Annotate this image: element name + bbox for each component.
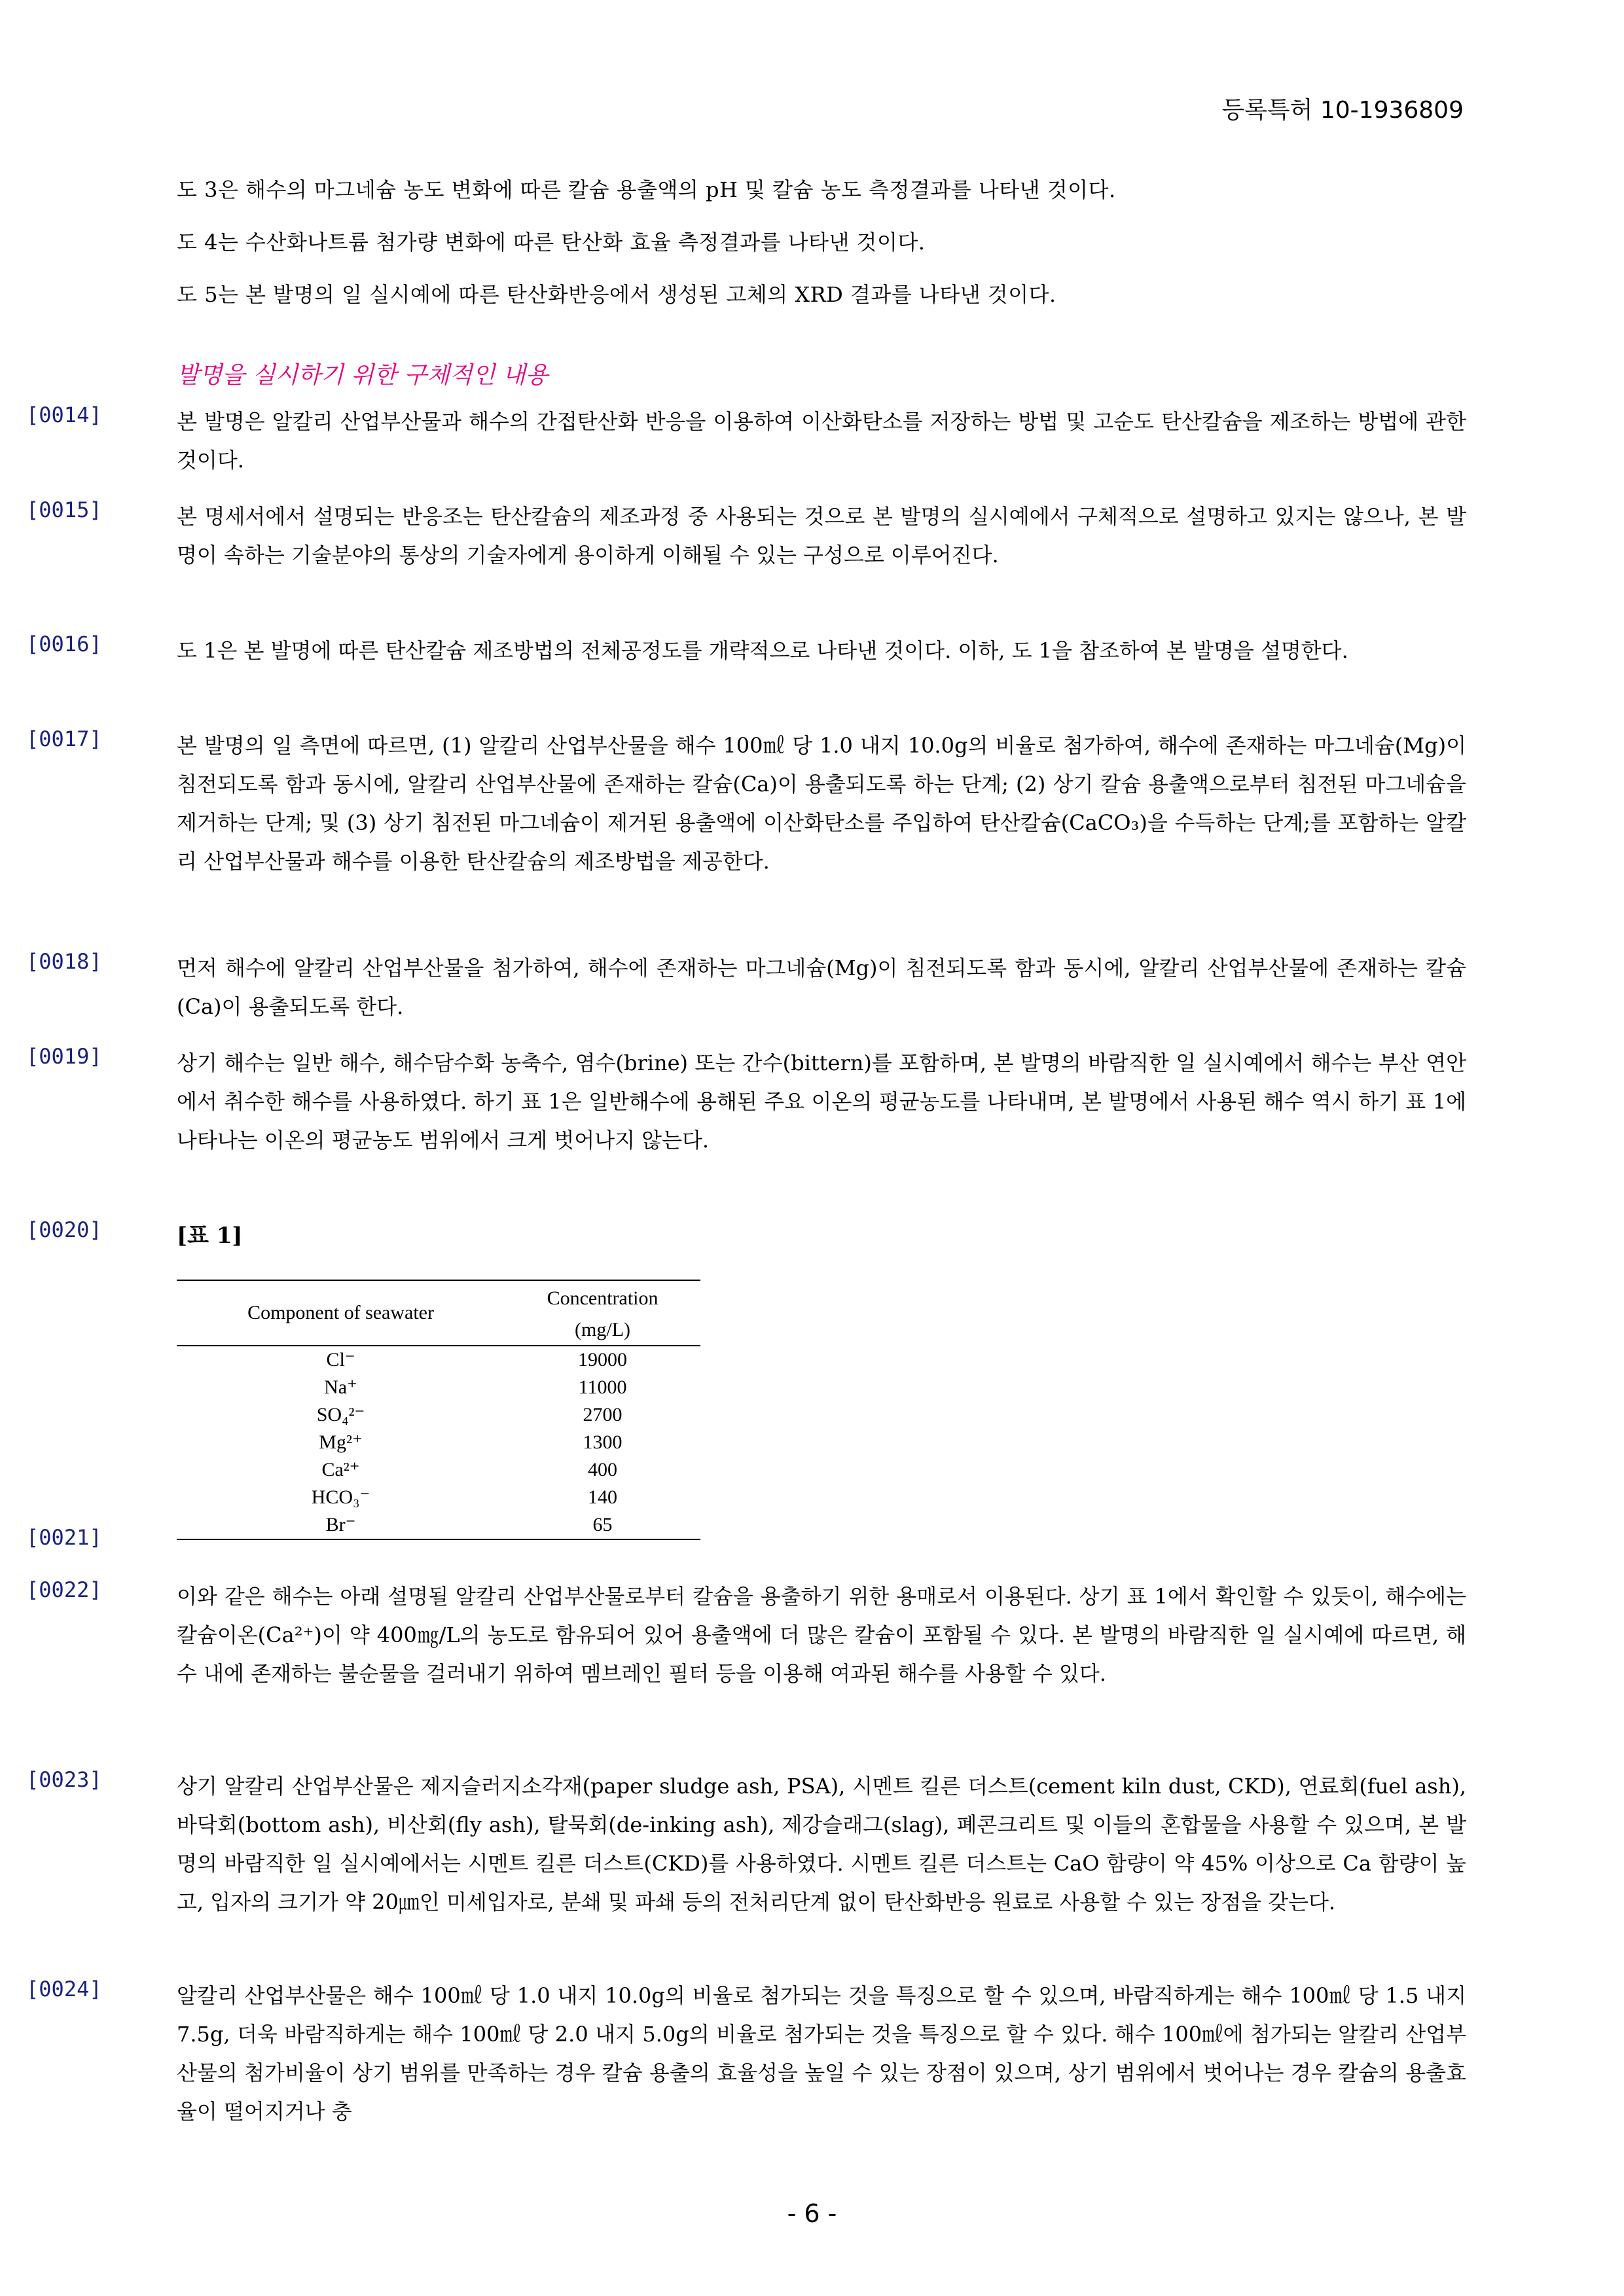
paragraph-text: 본 발명의 일 측면에 따르면, (1) 알칼리 산업부산물을 해수 100㎖ 당 1.0 내지 10.0g의 비율로 첨가하여, 해수에 존재하는 마그네슘(Mg)이 침전되도록 함과 동시에, 알칼리 산업부산물에 존재하는 칼슘(Ca)이 용출되도록 하는 단계; (2) 상기 칼슘 용출액으로부터 침전된 마그네슘을 제거하는 단계; 및 (3) 상기 침전된 마그네슘이 제거된 용출액에 이산화탄소를 주입하여 탄산칼슘(CaCO₃)을 수득하는 단계;를 포함하는 알칼리 산업부산물과 해수를 이용한 탄산칼슘의 제조방법을 제공한다. bbox=[177, 733, 1466, 874]
paragraph-number: [0022] bbox=[26, 1577, 102, 1602]
table-header-concentration: Concentration bbox=[505, 1280, 700, 1316]
paragraph-text: 먼저 해수에 알칼리 산업부산물을 첨가하여, 해수에 존재하는 마그네슘(Mg)이 침전되도록 함과 동시에, 알칼리 산업부산물에 존재하는 칼슘(Ca)이 용출되도록 한다. bbox=[177, 956, 1466, 1019]
paragraph-text: 도 1은 본 발명에 따른 탄산칼슘 제조방법의 전체공정도를 개략적으로 나타낸 것이다. 이하, 도 1을 참조하여 본 발명을 설명한다. bbox=[177, 638, 1348, 663]
paragraph-number: [0021] bbox=[26, 1525, 102, 1550]
table-row bbox=[177, 1401, 700, 1429]
table-row bbox=[177, 1429, 700, 1456]
table-row bbox=[177, 1511, 700, 1539]
patent-number: 등록특허 10-1936809 bbox=[1221, 97, 1464, 124]
value-cell: 1300 bbox=[583, 1431, 623, 1453]
ion-cell: Cl⁻ bbox=[326, 1349, 355, 1371]
paragraph-number: [0016] bbox=[26, 632, 102, 656]
paragraph-number: [0024] bbox=[26, 1977, 102, 2001]
table-row bbox=[177, 1346, 700, 1374]
table-row bbox=[177, 1484, 700, 1511]
table-row bbox=[177, 1456, 700, 1484]
table-row bbox=[177, 1374, 700, 1401]
paragraph-number: [0023] bbox=[26, 1767, 102, 1792]
paragraph-text: 본 명세서에서 설명되는 반응조는 탄산칼슘의 제조과정 중 사용되는 것으로 본 발명의 실시예에서 구체적으로 설명하고 있지는 않으나, 본 발명이 속하는 기술분야의 통상의 기술자에게 용이하게 이해될 수 있는 구성으로 이루어진다. bbox=[177, 504, 1466, 567]
table-label: [표 1] bbox=[177, 1223, 243, 1249]
value-cell: 400 bbox=[588, 1459, 618, 1480]
paragraph-number: [0017] bbox=[26, 726, 102, 751]
value-cell: 140 bbox=[588, 1486, 618, 1508]
paragraph-number: [0015] bbox=[26, 497, 102, 522]
table-header-unit: (mg/L) bbox=[505, 1316, 700, 1346]
ion-cell: Br⁻ bbox=[177, 1511, 505, 1539]
value-cell: 19000 bbox=[578, 1349, 628, 1371]
page-number: - 6 - bbox=[787, 2199, 837, 2228]
ion-cell: Na⁺ bbox=[324, 1376, 357, 1398]
section-title: 발명을 실시하기 위한 구체적인 내용 bbox=[177, 362, 549, 389]
paragraph-text: 본 발명은 알칼리 산업부산물과 해수의 간접탄산화 반응을 이용하여 이산화탄소를 저장하는 방법 및 고순도 탄산칼슘을 제조하는 방법에 관한 것이다. bbox=[177, 409, 1466, 473]
figure-caption-4: 도 4는 수산화나트륨 첨가량 변화에 따른 탄산화 효율 측정결과를 나타낸 것이다. bbox=[177, 230, 926, 255]
seawater-ion-table bbox=[177, 1280, 700, 1540]
paragraph-number: [0019] bbox=[26, 1044, 102, 1069]
value-cell: 2700 bbox=[583, 1404, 623, 1426]
ion-cell: HCO₃⁻ bbox=[311, 1486, 370, 1508]
paragraph-text: 상기 해수는 일반 해수, 해수담수화 농축수, 염수(brine) 또는 간수(bittern)를 포함하며, 본 발명의 바람직한 일 실시예에서 해수는 부산 연안에서 취수한 해수를 사용하였다. 하기 표 1은 일반해수에 용해된 주요 이온의 평균농도를 나타내며, 본 발명에서 사용된 해수 역시 하기 표 1에 나타나는 이온의 평균농도 범위에서 크게 벗어나지 않는다. bbox=[177, 1050, 1466, 1153]
paragraph-text: 상기 알칼리 산업부산물은 제지슬러지소각재(paper sludge ash, PSA), 시멘트 킬른 더스트(cement kiln dust, CKD), 연료회(fuel ash), 바닥회(bottom ash), 비산회(fly ash), 탈묵회(de-inking ash), 제강슬래그(slag), 폐콘크리트 및 이들의 혼합물을 사용할 수 있으며, 본 발명의 바람직한 일 실시예에서는 시멘트 킬른 더스트(CKD)를 사용하였다. 시멘트 킬른 더스트는 CaO 함량이 약 45% 이상으로 Ca 함량이 높고, 입자의 크기가 약 20㎛인 미세입자로, 분쇄 및 파쇄 등의 전처리단계 없이 탄산화반응 원료로 사용할 수 있는 장점을 갖는다. bbox=[177, 1774, 1466, 1914]
value-cell: 11000 bbox=[578, 1376, 627, 1398]
paragraph-number: [0018] bbox=[26, 949, 102, 974]
paragraph-text: 이와 같은 해수는 아래 설명될 알칼리 산업부산물로부터 칼슘을 용출하기 위한 용매로서 이용된다. 상기 표 1에서 확인할 수 있듯이, 해수에는 칼슘이온(Ca²⁺)이 약 400㎎/L의 농도로 함유되어 있어 용출액에 더 많은 칼슘이 포함될 수 있다. 본 발명의 바람직한 일 실시예에 따르면, 해수 내에 존재하는 불순물을 걸러내기 위하여 멤브레인 필터 등을 이용해 여과된 해수를 사용할 수 있다. bbox=[177, 1584, 1466, 1686]
table-header-component: Component of seawater bbox=[177, 1280, 505, 1346]
paragraph-text: 알칼리 산업부산물은 해수 100㎖ 당 1.0 내지 10.0g의 비율로 첨가되는 것을 특징으로 할 수 있으며, 바람직하게는 해수 100㎖ 당 1.5 내지 7.5g, 더욱 바람직하게는 해수 100㎖ 당 2.0 내지 5.0g의 비율로 첨가되는 것을 특징으로 할 수 있다. 해수 100㎖에 첨가되는 알칼리 산업부산물의 첨가비율이 상기 범위를 만족하는 경우 칼슘 용출의 효율성을 높일 수 있는 장점이 있으며, 상기 범위에서 벗어나는 경우 칼슘의 용출효율이 떨어지거나 충 bbox=[177, 1983, 1466, 2124]
value-cell: 65 bbox=[505, 1511, 700, 1539]
ion-cell: SO₄²⁻ bbox=[316, 1404, 365, 1426]
paragraph-number: [0020] bbox=[26, 1217, 102, 1242]
ion-cell: Mg²⁺ bbox=[319, 1431, 363, 1453]
figure-caption-5: 도 5는 본 발명의 일 실시예에 따른 탄산화반응에서 생성된 고체의 XRD 결과를 나타낸 것이다. bbox=[177, 282, 1056, 307]
paragraph-number: [0014] bbox=[26, 403, 102, 427]
ion-cell: Ca²⁺ bbox=[321, 1459, 360, 1480]
figure-caption-3: 도 3은 해수의 마그네슘 농도 변화에 따른 칼슘 용출액의 pH 및 칼슘 농도 측정결과를 나타낸 것이다. bbox=[177, 177, 1116, 202]
